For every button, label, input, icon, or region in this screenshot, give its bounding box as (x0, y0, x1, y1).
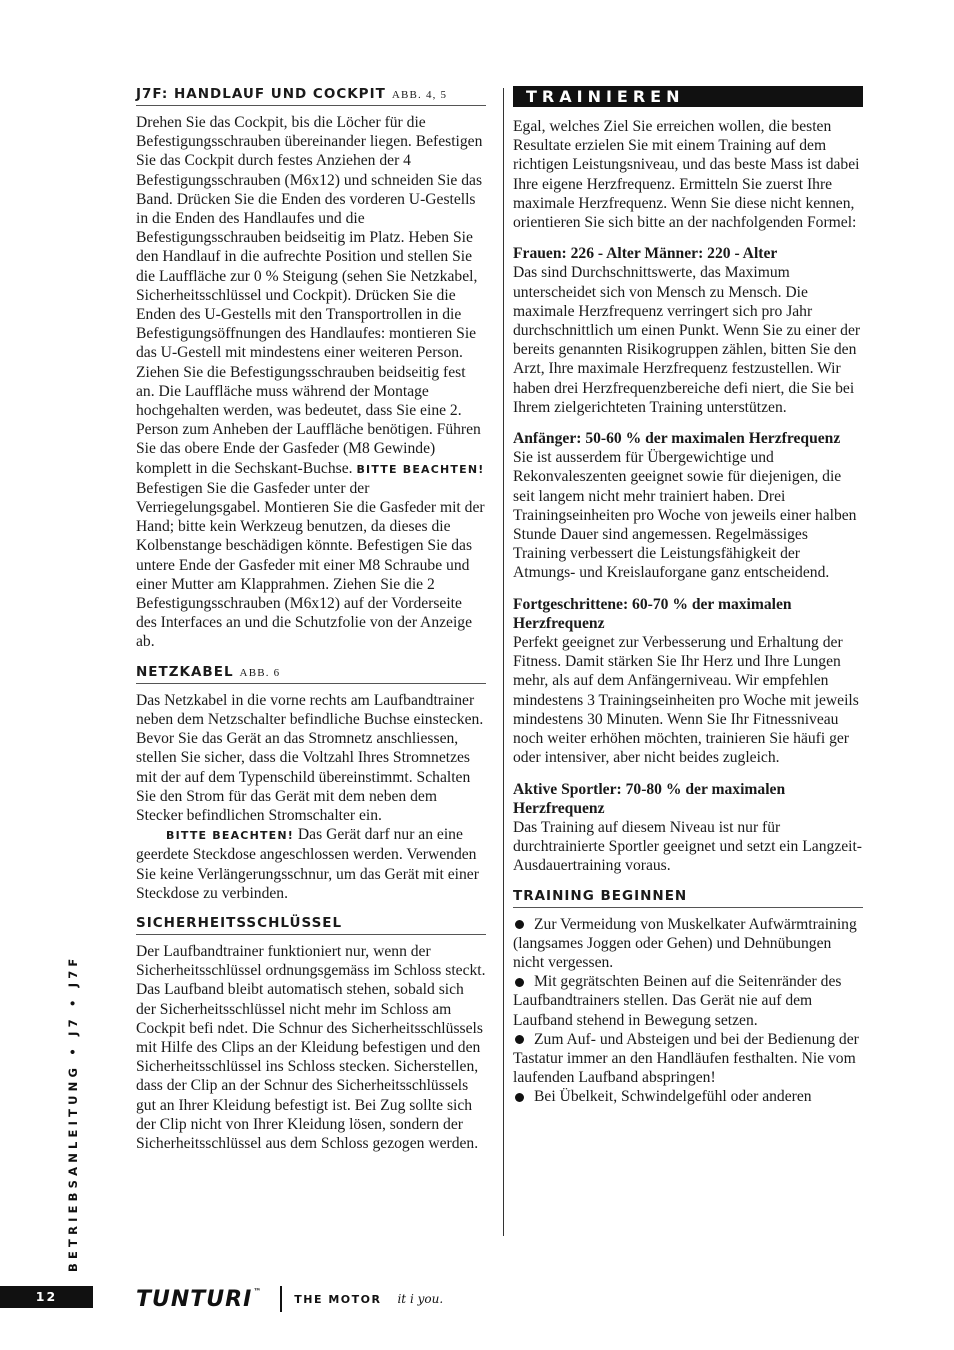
netzkabel-paragraph: Das Netzkabel in die vorne rechts am Laufbandtrainer neben dem Netzschalter befindliche Buchse einstecken. Bevor Sie das Gerät an das Stromnetz anschliessen, stellen Sie sicher, dass die Voltzahl Ihres Stromnetzes mit der auf dem Typenschild übereinstimmt. Schalten Sie den Strom für das Gerät mit dem neben dem Stecker befindlichen Stromschalter ein. (136, 691, 484, 824)
note-label: BITTE BEACHTEN! (356, 462, 485, 476)
bullet-icon (515, 1035, 524, 1044)
section-title: J7F: HANDLAUF UND COCKPIT (136, 86, 386, 102)
list-item: Mit gegrätschten Beinen auf die Seitenränder des Laufbandtrainers stellen. Das Gerät nie auf dem Laufband stehend in Bewegung setzen. (513, 973, 842, 1029)
list-item: Zur Vermeidung von Muskelkater Aufwärmtraining (langsames Joggen oder Gehen) und Dehnübungen nicht vergessen. (513, 915, 857, 971)
sicherheitsschluessel-paragraph: Der Laufbandtrainer funktioniert nur, wenn der Sicherheitsschlüssel ordnungsgemäss im Schloss steckt. Das Laufband bleibt automatisch stehen, sobald sich der Sicherheitsschlüssel nicht mehr im Schloss am Cockpit befi ndet. Die Schnur des Sicherheitsschlüssels mit Hilfe des Clips an der Kleidung befestigen und den Sicherheitsschlüssel ins Schloss stecken. Sicherstellen, dass der Clip an der Schnur des Sicherheitsschlüssels gut an Ihrer Kleidung befestigt ist. Bei Zug sollte sich der Clip nicht von Ihrer Kleidung lösen, sondern der Sicherheitsschlüssel aus dem Schloss gezogen werden. (136, 942, 486, 1152)
section-title: NETZKABEL (136, 663, 234, 680)
bullet-icon (515, 1093, 524, 1102)
list-item: Zum Auf- und Absteigen und bei der Bedienung der Tastatur immer an den Handläufen festhalten. Nie vom laufenden Laufband abspringen! (513, 1030, 859, 1087)
formula-line: Frauen: 226 - Alter Männer: 220 - Alter (513, 245, 778, 263)
footer-divider (280, 1286, 282, 1312)
figure-reference: ABB. 6 (239, 666, 281, 679)
section-title: SICHERHEITSSCHLÜSSEL (136, 914, 343, 931)
beginner-heading: Anfänger: 50-60 % der maximalen Herzfrequenz (513, 430, 841, 448)
bullet-icon (515, 920, 524, 929)
tagline-italic: it i you. (397, 1292, 444, 1306)
tunturi-logo: TUNTURI™ (136, 1286, 263, 1312)
tagline: THE MOTOR (294, 1292, 382, 1306)
paragraph-text: Das Gerät darf nur an eine geerdete Steckdose angeschlossen werden. Verwenden Sie keine Verlängerungsschnur, um das Gerät mit einer Steckdose zu verbinden. (136, 826, 479, 902)
section-heading-sicherheitsschluessel (136, 915, 486, 935)
advanced-heading: Fortgeschrittene: 60-70 % der maximalen Herzfrequenz (513, 595, 792, 632)
section-heading-handlauf (136, 86, 486, 106)
bullet-icon (515, 978, 524, 987)
column-divider (503, 88, 504, 1236)
athlete-heading: Aktive Sportler: 70-80 % der maximalen Herzfrequenz (513, 780, 786, 817)
footer-branding (136, 1284, 443, 1314)
left-column (136, 86, 486, 1153)
beginner-paragraph: Sie ist ausserdem für Übergewichtige und Rekonvaleszenten geeignet sowie für diejenigen, die seit langem nicht mehr trainiert haben. Drei Trainingseinheiten pro Woche von jeweils einer halben Stunde Dauer sind angemessen. Regelmässiges Training verbessert die Leistungsfähigkeit der Atmungs- und Kreislauforgane ganz entscheidend. (513, 449, 857, 582)
paragraph-text: Drehen Sie das Cockpit, bis die Löcher für die Befestigungsschrauben übereinander liegen. Befestigen Sie das Cockpit durch festes Anziehen der 4 Befestigungsschrauben (M6x12) und schneiden Sie das Band. Drücken Sie die Enden des vorderen U-Gestells in die Enden des Handlaufes und die Befestigungsschrauben beidseitig im Platz. Heben Sie den Handlauf in die aufrechte Position und stellen Sie die Lauffläche zur 0 % Steigung (sehen Sie Netzkabel, Sicherheitsschlüssel und Cockpit). Drücken Sie die Enden des U-Gestells mit den Transportrollen in die Befestigungsöffnungen des Handlaufes: montieren Sie das U-Gestell mit mindestens einer weiteren Person. Ziehen Sie die Befestigungsschrauben beidseitig fest an. Die Lauffläche muss während der Montage hochgehalten werden, was bedeutet, dass Sie eine 2. Person zum Anheben der Lauffläche benötigen. Führen Sie das obere Ende der Gasfeder (M8 Gewinde) komplett in die Sechskant-Buchse. (136, 114, 483, 477)
average-paragraph: Das sind Durchschnittswerte, das Maximum unterscheidet sich von Mensch zu Mensch. Die maximale Herzfrequenz verringert sich pro Jahr durchschnittlich um einen Punkt. Wenn Sie zu einer der bereits genannten Risikogruppen zählen, bitten Sie den Arzt, Ihre maximale Herzfrequenz festzustellen. Wir haben drei Herzfrequenzbereiche defi niert, die Sie bei Ihrem zielgerichteten Training unterstützen. (513, 264, 861, 416)
paragraph-text: Befestigen Sie die Gasfeder unter der Verriegelungsgabel. Montieren Sie die Gasfeder mit der Hand; bitte kein Werkzeug benutzen, da dieses die Kolbenstange beschädigen könnte. Befestigen Sie das untere Ende der Gasfeder mit einer M8 Schraube und einer Mutter am Klapprahmen. Ziehen Sie die 2 Befestigungsschrauben (M6x12) auf der Vorderseite des Interfaces an und die Schutzfolie von der Anzeige ab. (136, 479, 485, 651)
athlete-paragraph: Das Training auf diesem Niveau ist nur für durchtrainierte Sportler geeignet und setzt ein Langzeit-Ausdauertraining voraus. (513, 818, 862, 875)
figure-reference: ABB. 4, 5 (391, 89, 448, 101)
side-label: BETRIEBSANLEITUNG • J7 • J7F (66, 954, 80, 1272)
advanced-paragraph: Perfekt geeignet zur Verbesserung und Erhaltung der Fitness. Damit stärken Sie Ihr Herz und Ihre Lungen mehr, als auf dem Anfängerniveau. Wir empfehlen mindestens 3 Trainingseinheiten pro Woche mit jeweils mindestens 30 Minuten. Wenn Sie Ihr Fitnessniveau noch weiter erhöhen möchten, trainieren Sie häufi ger oder intensiver, aber nicht beides zugleich. (513, 634, 859, 767)
intro-paragraph: Egal, welches Ziel Sie erreichen wollen, die besten Resultate erzielen Sie mit einem Training auf dem richtigen Leistungsniveau, und das beste Mass ist dabei Ihre eigene Herzfrequenz. Ermitteln Sie zuerst Ihre maximale Herzfrequenz. Wenn Sie diese nicht kennen, orientieren Sie sich bitte an der nachfolgenden Formel: (513, 118, 860, 232)
section-heading-netzkabel (136, 664, 486, 684)
netzkabel-note-paragraph (136, 825, 486, 903)
trainieren-heading: TRAINIEREN (513, 86, 863, 107)
note-label: BITTE BEACHTEN! (166, 829, 295, 843)
handlauf-paragraph (136, 113, 486, 652)
page-number: 12 (0, 1286, 93, 1308)
section-title: TRAINING BEGINNEN (513, 887, 688, 904)
list-item: Bei Übelkeit, Schwindelgefühl oder anderen (513, 1087, 863, 1106)
section-heading-training-beginnen (513, 888, 863, 908)
right-column (513, 86, 863, 1107)
